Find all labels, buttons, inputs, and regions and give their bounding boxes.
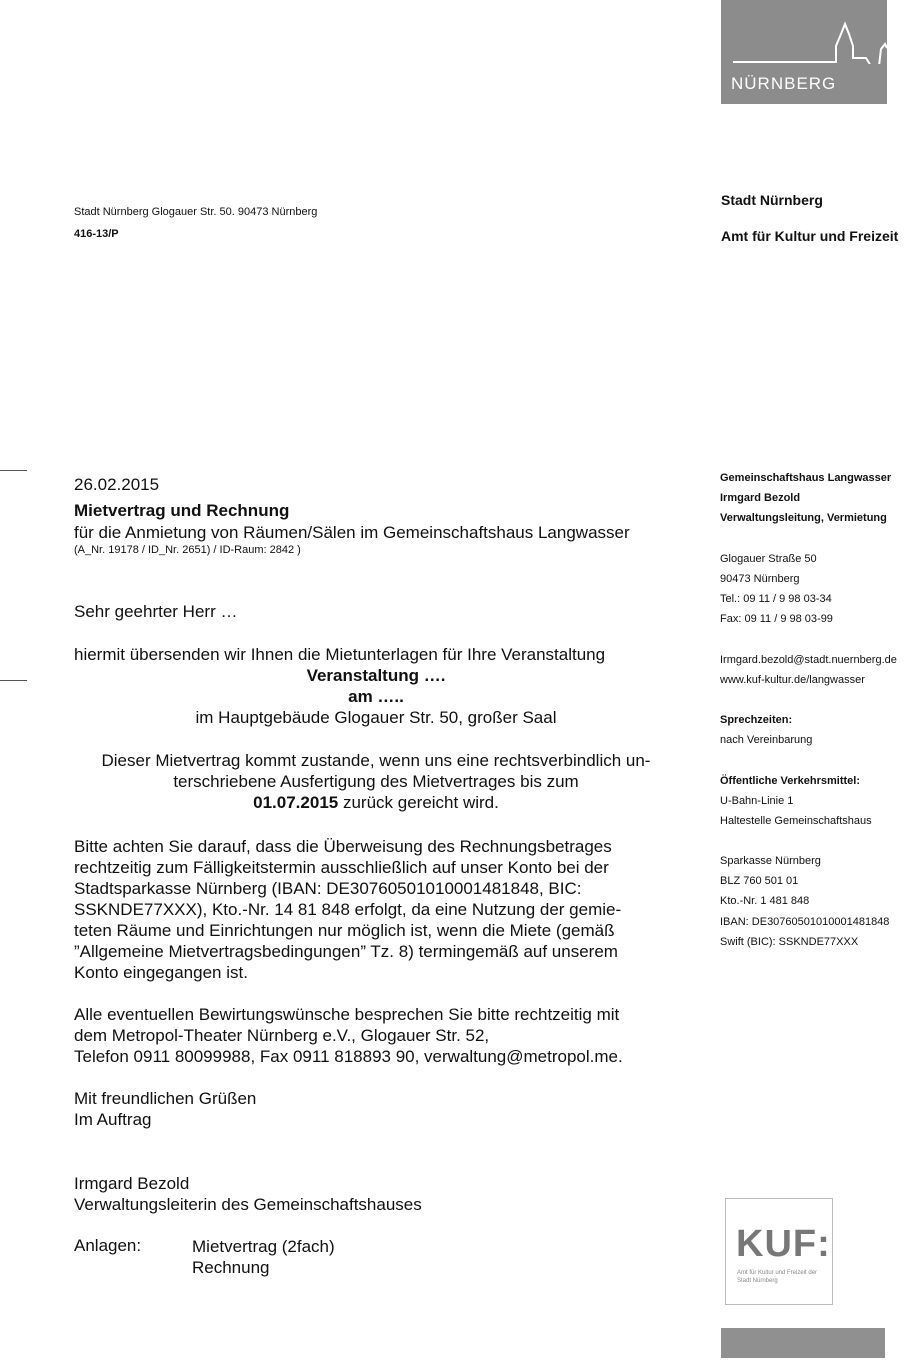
deadline-date: 01.07.2015 <box>253 793 339 812</box>
signer-name: Irmgard Bezold <box>74 1174 190 1193</box>
sidebar-line: Verwaltungsleitung, Vermietung <box>720 512 887 524</box>
sidebar-line: Haltestelle Gemeinschaftshaus <box>720 815 872 827</box>
text-line: Im Auftrag <box>74 1110 152 1129</box>
sidebar-line: Sprechzeiten: <box>720 714 793 726</box>
kuf-logo-text: KUF: <box>736 1223 831 1265</box>
event-date: am ….. <box>348 687 404 706</box>
text-line: Mit freundlichen Grüßen <box>74 1089 257 1108</box>
sidebar-line[interactable]: www.kuf-kultur.de/langwasser <box>720 674 865 686</box>
sender-line: Stadt Nürnberg Glogauer Str. 50. 90473 Nürnberg <box>74 206 318 218</box>
org-name: Stadt Nürnberg <box>721 192 823 208</box>
skyline-icon <box>721 4 887 64</box>
signature <box>74 1173 422 1215</box>
subtitle: für die Anmietung von Räumen/Sälen im Gemeinschaftshaus Langwasser <box>74 523 630 542</box>
kuf-logo <box>725 1198 833 1305</box>
catering-paragraph <box>74 1004 623 1067</box>
kuf-logo-subtext: Amt für Kultur und Freizeit der Stadt Nürnberg <box>737 1270 818 1284</box>
sidebar-line: Sparkasse Nürnberg <box>720 855 821 867</box>
fold-mark <box>0 680 27 681</box>
text-line: rechtzeitig zum Fälligkeitstermin ausschließlich auf unser Konto bei der <box>74 858 609 877</box>
deadline <box>74 793 678 813</box>
salutation: Sehr geehrter Herr … <box>74 602 238 621</box>
date: 26.02.2015 <box>74 475 160 494</box>
sidebar-line: Fax: 09 11 / 9 98 03-99 <box>720 613 833 625</box>
text-line: Stadtsparkasse Nürnberg (IBAN: DE30760501010001481848, BIC: <box>74 879 582 898</box>
attachment-item: Mietvertrag (2fach) <box>192 1237 335 1256</box>
text-line: SSKNDE77XXX), Kto.-Nr. 14 81 848 erfolgt, da eine Nutzung der gemie- <box>74 900 622 919</box>
ids: (A_Nr. 19178 / ID_Nr. 2651) / ID-Raum: 2842 ) <box>74 544 301 556</box>
venue: im Hauptgebäude Glogauer Str. 50, großer Saal <box>195 708 557 727</box>
attachments-list <box>192 1236 335 1278</box>
footer-bar <box>721 1328 885 1358</box>
sidebar-line: Swift (BIC): SSKNDE77XXX <box>720 936 859 948</box>
contract-line: Dieser Mietvertrag kommt zustande, wenn uns eine rechtsverbindlich un- <box>101 751 651 770</box>
sidebar-line: BLZ 760 501 01 <box>720 875 799 887</box>
org-dept: Amt für Kultur und Freizeit <box>721 228 899 244</box>
sidebar-line: Irmgard Bezold <box>720 492 801 504</box>
logo-text: NÜRNBERG <box>731 74 837 93</box>
title: Mietvertrag und Rechnung <box>74 501 290 520</box>
text-line: teten Räume und Einrichtungen nur möglich ist, wenn die Miete (gemäß <box>74 921 615 940</box>
attachments-label: Anlagen: <box>74 1236 142 1255</box>
event: Veranstaltung …. <box>306 666 446 685</box>
text-line: Konto eingegangen ist. <box>74 963 248 982</box>
signer-title: Verwaltungsleiterin des Gemeinschaftshauses <box>74 1195 422 1214</box>
text-line: Alle eventuellen Bewirtungswünsche besprechen Sie bitte rechtzeitig mit <box>74 1005 620 1024</box>
sidebar-line: Tel.: 09 11 / 9 98 03-34 <box>720 593 832 605</box>
contract-line: terschriebene Ausfertigung des Mietvertrages bis zum <box>173 772 579 791</box>
sidebar-line: nach Vereinbarung <box>720 734 813 746</box>
attachment-item: Rechnung <box>192 1258 270 1277</box>
deadline-rest: zurück gereicht wird. <box>338 793 499 812</box>
reference: 416-13/P <box>74 228 119 240</box>
sidebar-line: 90473 Nürnberg <box>720 573 800 585</box>
fold-mark <box>0 470 27 471</box>
sidebar-line: IBAN: DE30760501010001481848 <box>720 916 890 928</box>
payment-paragraph <box>74 836 621 983</box>
sidebar-line[interactable]: Irmgard.bezold@stadt.nuernberg.de <box>720 654 897 666</box>
sidebar-line: U-Bahn-Linie 1 <box>720 795 794 807</box>
intro: hiermit übersenden wir Ihnen die Mietunterlagen für Ihre Veranstaltung <box>74 645 606 664</box>
sidebar-line: Kto.-Nr. 1 481 848 <box>720 895 810 907</box>
closing <box>74 1088 256 1130</box>
nuernberg-logo <box>721 0 887 104</box>
text-line: dem Metropol-Theater Nürnberg e.V., Glogauer Str. 52, <box>74 1026 490 1045</box>
text-line: ”Allgemeine Mietvertragsbedingungen” Tz. 8) termingemäß auf unserem <box>74 942 618 961</box>
text-line: Telefon 0911 80099988, Fax 0911 818893 90, verwaltung@metropol.me. <box>74 1047 623 1066</box>
sidebar-line: Öffentliche Verkehrsmittel: <box>720 775 860 787</box>
sidebar-line: Glogauer Straße 50 <box>720 553 817 565</box>
text-line: Bitte achten Sie darauf, dass die Überweisung des Rechnungsbetrages <box>74 837 612 856</box>
sidebar-line: Gemeinschaftshaus Langwasser <box>720 472 892 484</box>
